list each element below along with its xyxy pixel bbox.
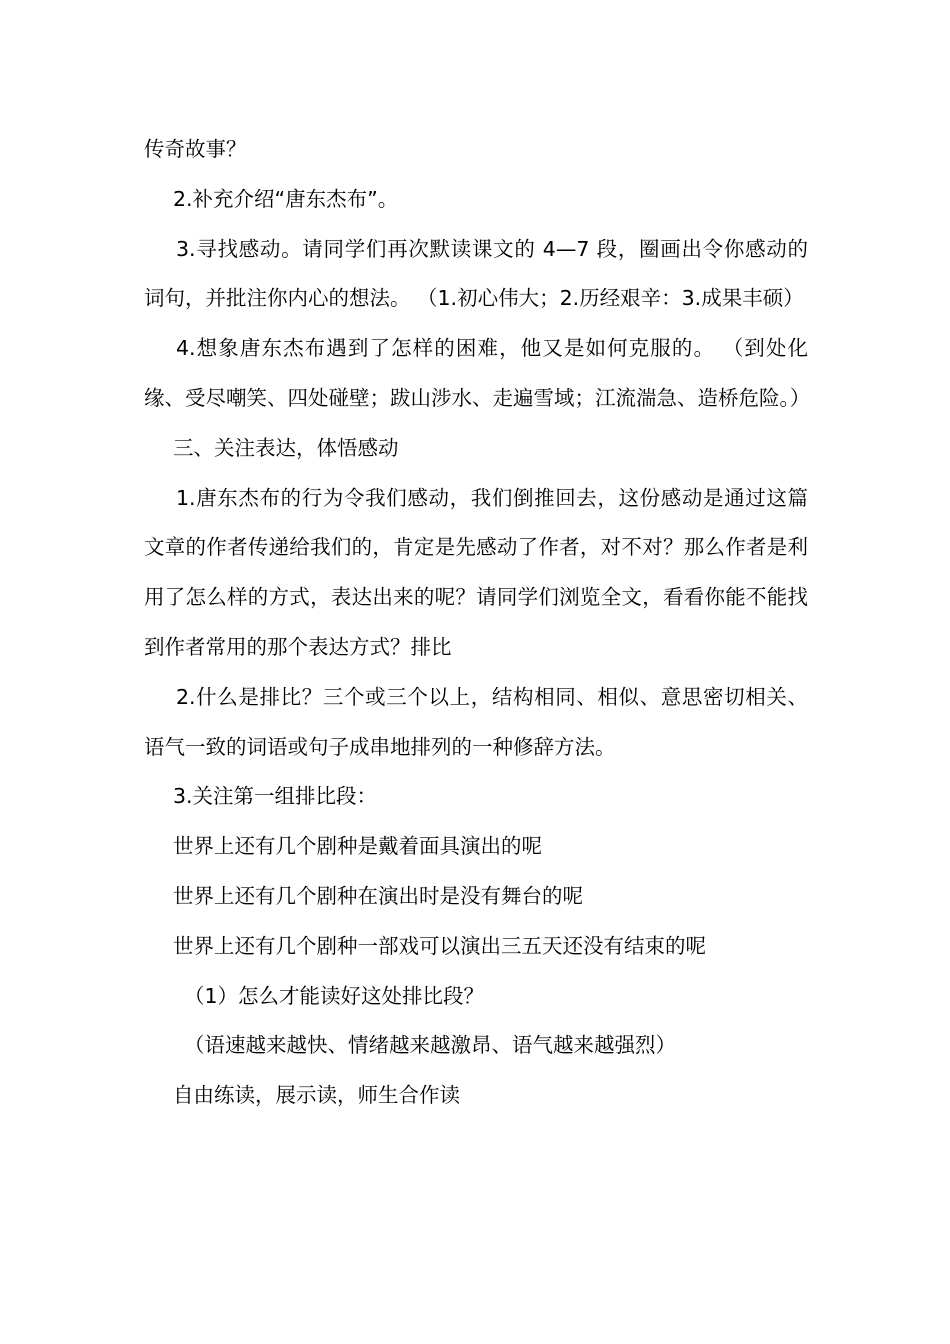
paragraph-section3-item-3: 3.关注第一组排比段： xyxy=(173,784,378,809)
paragraph-item-2: 2.补充介绍“唐东杰布”。 xyxy=(173,186,399,211)
answer-1: （语速越来越快、情绪越来越激昂、语气越来越强烈） xyxy=(184,1033,676,1058)
paragraph-section3-item-1: 1.唐东杰布的行为令我们感动，我们倒推回去，这份感动是通过这篇文章的作者传递给我们的，肯定是先感动了作者，对不对？那么作者是利用了怎么样的方式，表达出来的呢？请同学们浏览全文，看看你能不能找到作者常用的那个表达方式？排比 xyxy=(144,485,808,659)
question-1: （1）怎么才能读好这处排比段？ xyxy=(184,983,485,1008)
document-body xyxy=(144,125,811,1121)
paragraph-item-3: 3.寻找感动。请同学们再次默读课文的 4—7 段，圈画出令你感动的词句，并批注你内心的想法。 （1.初心伟大；2.历经艰辛：3.成果丰硕） xyxy=(144,236,808,311)
parallel-line-3: 世界上还有几个剧种一部戏可以演出三五天还没有结束的呢 xyxy=(173,933,706,958)
paragraph-continuation: 传奇故事？ xyxy=(144,137,247,161)
reading-activity: 自由练读，展示读，师生合作读 xyxy=(173,1083,460,1108)
paragraph-section3-item-2: 2.什么是排比？三个或三个以上，结构相同、相似、意思密切相关、语气一致的词语或句子成串地排列的一种修辞方法。 xyxy=(144,684,808,759)
parallel-line-1: 世界上还有几个剧种是戴着面具演出的呢 xyxy=(173,834,542,859)
paragraph-item-4: 4.想象唐东杰布遇到了怎样的困难，他又是如何克服的。 （到处化缘、受尽嘲笑、四处碰壁；跋山涉水、走遍雪域；江流湍急、造桥危险。） xyxy=(144,336,811,410)
section-heading-3: 三、关注表达，体悟感动 xyxy=(173,435,399,460)
parallel-line-2: 世界上还有几个剧种在演出时是没有舞台的呢 xyxy=(173,883,583,908)
